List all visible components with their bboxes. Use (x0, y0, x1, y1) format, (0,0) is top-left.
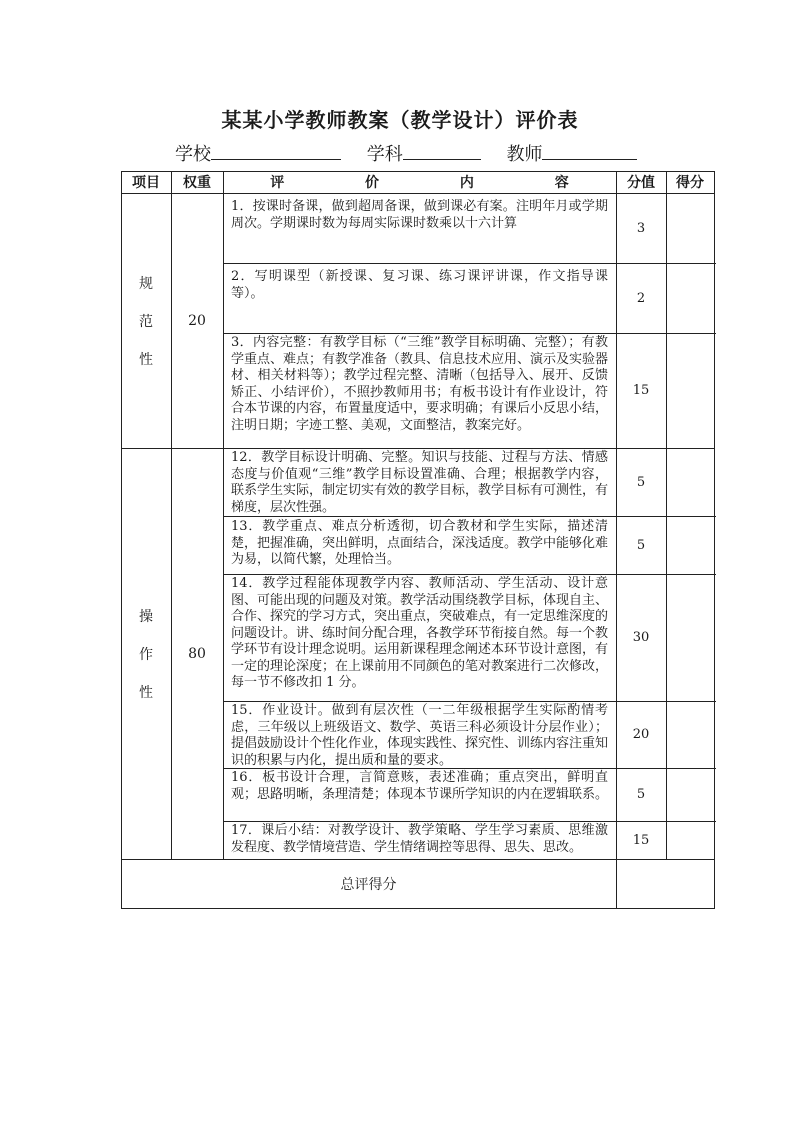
criterion-content: 3．内容完整：有教学目标（“三维”教学目标明确、完整）；有教学重点、难点；有教学准备（教具、信息技术应用、演示及实验器材、相关材料等）；教学过程完整、清晰（包括导入、展开、反馈矫正、小结评价），不照抄教师用书；有板书设计有作业设计，符合本节课的内容，布置量度适中，要求明确；有课后小反思小结，注明日期；字迹工整、美观，文面整洁，教案完好。 (231, 335, 609, 433)
criterion-content: 13．教学重点、难点分析透彻，切合教材和学生实际，描述清楚，把握准确，突出鲜明，点面结合，深浅适度。教学中能够化难为易，以简代繁，处理恰当。 (231, 519, 609, 567)
weight-standard: 20 (188, 312, 206, 329)
criterion-score: 2 (636, 290, 646, 306)
weight-operational: 80 (188, 645, 206, 662)
subject-blank[interactable] (403, 141, 481, 160)
earned-score-field[interactable] (666, 333, 714, 448)
criterion-content: 16．板书设计合理，言简意赅，表述准确；重点突出，鲜明直观；思路明晰，条理清楚；体现本节课所学知识的内在逻辑联系。 (231, 770, 609, 802)
earned-score-field[interactable] (666, 193, 714, 263)
category-operational: 操 作 性 (139, 608, 153, 701)
subject-label: 学科 (366, 144, 403, 165)
criterion-content: 14．教学过程能体现教学内容、教师活动、学生活动、设计意图、可能出现的问题及对策。教学活动围绕教学目标，体现自主、合作、探究的学习方式，突出重点，突破难点，有一定思维深度的问题设计。讲、练时间分配合理，各教学环节衔接自然。每一个教学环节有设计理念说明。运用新课程理念阐述本环节设计意图，有一定的理论深度；在上课前用不同颜色的笔对教案进行二次修改，每一节不修改扣 1 分。 (231, 576, 609, 690)
col-header-score: 分值 (627, 175, 655, 191)
col-header-weight: 权重 (183, 175, 211, 191)
earned-score-field[interactable] (666, 768, 714, 821)
criterion-content: 2．写明课型（新授课、复习课、练习课评讲课，作文指导课等）。 (231, 269, 608, 301)
total-score-label: 总评得分 (340, 876, 397, 893)
header-fields (175, 140, 637, 166)
earned-score-field[interactable] (666, 821, 714, 859)
evaluation-table (121, 171, 715, 909)
earned-score-field[interactable] (666, 448, 714, 516)
criterion-score: 5 (636, 474, 646, 490)
total-score-field[interactable] (616, 859, 714, 908)
criterion-content: 15．作业设计。做到有层次性（一二年级根据学生实际酌情考虑，三年级以上班级语文、数学、英语三科必须设计分层作业）；提倡鼓励设计个性化作业，体现实践性、探究性、训练内容注重知识的积累与内化，提出质和量的要求。 (231, 703, 609, 768)
criterion-score: 5 (636, 787, 646, 802)
criterion-score: 15 (632, 832, 650, 848)
teacher-blank[interactable] (542, 141, 637, 160)
category-standard: 规 范 性 (139, 275, 153, 368)
form-title: 某某小学教师教案（教学设计）评价表 (221, 108, 579, 132)
criterion-score: 5 (636, 537, 646, 553)
earned-score-field[interactable] (666, 516, 714, 574)
earned-score-field[interactable] (666, 263, 714, 333)
criterion-score: 15 (632, 383, 650, 398)
col-header-item: 项目 (132, 175, 160, 191)
earned-score-field[interactable] (666, 701, 714, 768)
earned-score-field[interactable] (666, 574, 714, 701)
criterion-content: 12．教学目标设计明确、完整。知识与技能、过程与方法、情感态度与价值观“三维”教学目标设置准确、合理；根据教学内容，联系学生实际，制定切实有效的教学目标，教学目标有可测性，有梯度，层次性强。 (231, 450, 609, 515)
teacher-label: 教师 (506, 144, 543, 165)
col-header-content: 评 价 内 容 (270, 175, 607, 191)
criterion-content: 1．按课时备课，做到超周备课，做到课必有案。注明年月或学期周次。学期课时数为每周实际课时数乘以十六计算 (231, 199, 608, 231)
criterion-content: 17．课后小结：对教学设计、教学策略、学生学习素质、思维激发程度、教学情境营造、学生情绪调控等思得、思失、思改。 (231, 823, 608, 855)
school-label: 学校 (175, 144, 211, 165)
criterion-score: 3 (636, 220, 646, 236)
criterion-score: 30 (632, 630, 650, 645)
criterion-score: 20 (632, 727, 650, 742)
school-blank[interactable] (211, 141, 341, 160)
col-header-earned: 得分 (676, 175, 704, 191)
